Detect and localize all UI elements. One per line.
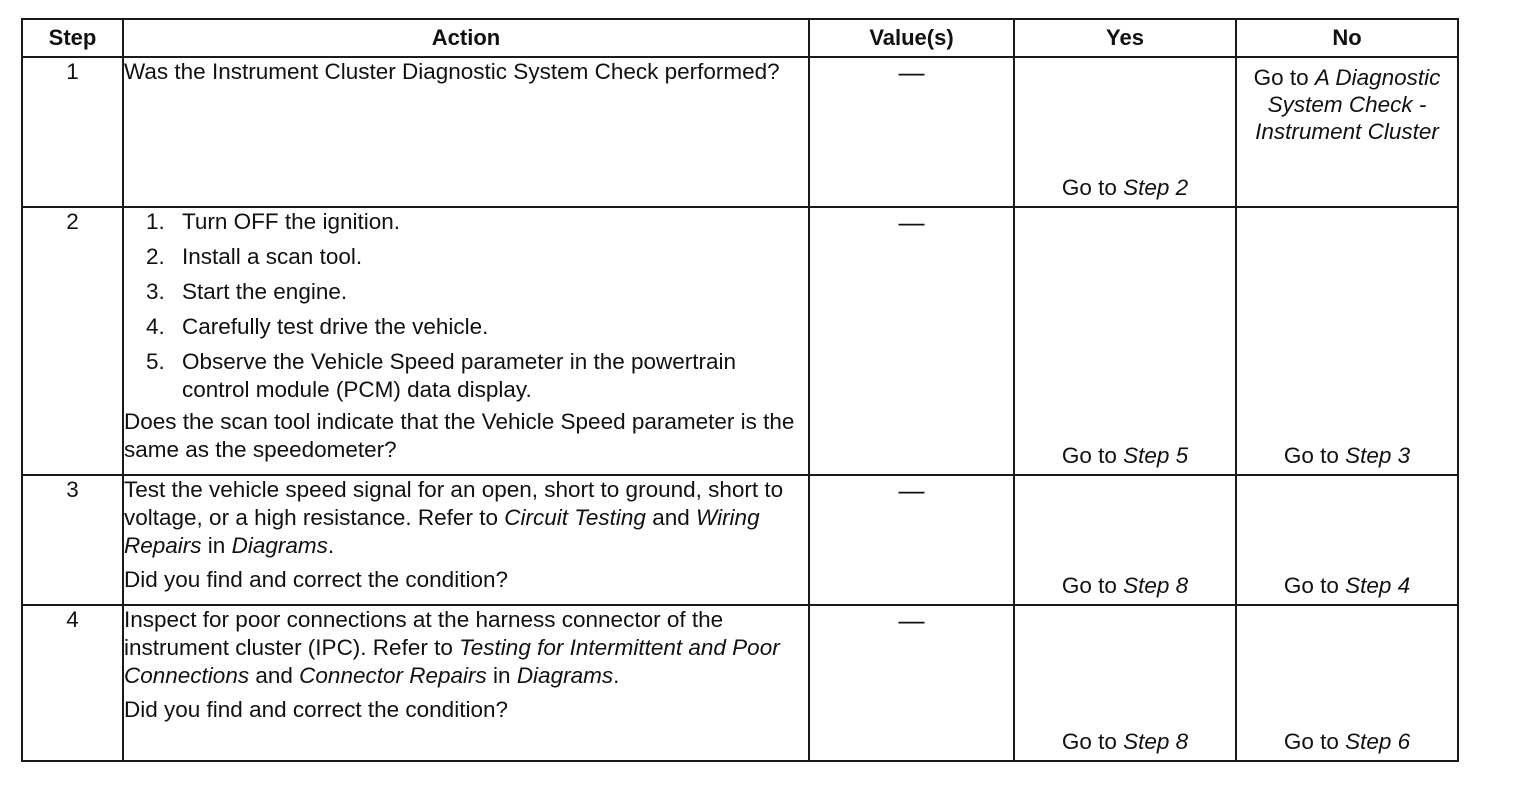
header-row — [22, 19, 1458, 57]
action-cell — [123, 475, 809, 605]
action-text — [124, 476, 808, 560]
go-to-label: Go to — [1283, 729, 1339, 754]
action-cell — [123, 207, 809, 475]
action-instruction: Inspect for poor connections at the harness connector of the instrument cluster (IPC). Refer to — [124, 607, 724, 660]
step-number: 3 — [22, 475, 123, 605]
no-cell — [1236, 605, 1458, 761]
value-cell: — — [809, 57, 1014, 207]
period: . — [613, 663, 620, 688]
list-number: 4. — [146, 314, 165, 339]
go-to-label: Go to — [1061, 175, 1117, 200]
procedure-ref: A Diagnostic System Check - Instrument Cluster — [1255, 65, 1441, 144]
value-cell: — — [809, 475, 1014, 605]
table-row — [22, 207, 1458, 475]
table-row — [22, 57, 1458, 207]
go-to-label: Go to — [1061, 573, 1117, 598]
header-values: Value(s) — [809, 19, 1014, 57]
no-link[interactable] — [1237, 442, 1457, 470]
list-number: 3. — [146, 279, 165, 304]
reference-link[interactable]: Diagrams — [231, 533, 328, 558]
list-text: Turn OFF the ignition. — [182, 209, 401, 234]
value-cell: — — [809, 605, 1014, 761]
preposition: in — [493, 663, 511, 688]
no-link[interactable] — [1237, 728, 1457, 756]
step-ref: Step 3 — [1345, 443, 1411, 468]
list-item — [146, 313, 808, 341]
list-text: Carefully test drive the vehicle. — [182, 314, 489, 339]
header-action: Action — [123, 19, 809, 57]
yes-cell — [1014, 475, 1236, 605]
step-ref: Step 8 — [1123, 729, 1189, 754]
conjunction: and — [255, 663, 293, 688]
list-text: Start the engine. — [182, 279, 348, 304]
list-text: Install a scan tool. — [182, 244, 363, 269]
step-ref: Step 2 — [1123, 175, 1189, 200]
yes-cell — [1014, 57, 1236, 207]
list-number: 2. — [146, 244, 165, 269]
question-text: Does the scan tool indicate that the Vehicle Speed parameter is the same as the speedometer? — [124, 409, 795, 462]
table-row — [22, 475, 1458, 605]
list-item — [146, 208, 808, 236]
go-to-label: Go to — [1283, 443, 1339, 468]
go-to-label: Go to — [1253, 65, 1309, 90]
list-number: 5. — [146, 349, 165, 374]
reference-link[interactable]: Circuit Testing — [504, 505, 646, 530]
question-text: Did you find and correct the condition? — [124, 697, 508, 722]
procedure-list — [124, 208, 808, 404]
action-text: Was the Instrument Cluster Diagnostic System Check performed? — [124, 59, 780, 84]
no-link[interactable] — [1237, 572, 1457, 600]
yes-link[interactable] — [1015, 174, 1235, 202]
go-to-label: Go to — [1061, 729, 1117, 754]
value-cell: — — [809, 207, 1014, 475]
reference-link[interactable]: Testing for Intermittent and Poor Connections — [124, 635, 780, 688]
no-cell — [1236, 57, 1458, 207]
list-item — [146, 278, 808, 306]
action-cell — [123, 605, 809, 761]
go-to-label: Go to — [1061, 443, 1117, 468]
list-number: 1. — [146, 209, 165, 234]
yes-link[interactable] — [1015, 442, 1235, 470]
list-item — [146, 348, 808, 404]
step-ref: Step 5 — [1123, 443, 1189, 468]
preposition: in — [207, 533, 226, 558]
action-instruction: Test the vehicle speed signal for an open, short to ground, short to voltage, or a high resistance. Refer to — [124, 477, 784, 530]
diagnostic-table — [21, 18, 1459, 762]
no-link[interactable] — [1237, 64, 1457, 145]
reference-link[interactable]: Diagrams — [516, 663, 614, 688]
table-row — [22, 605, 1458, 761]
yes-cell — [1014, 207, 1236, 475]
action-text — [124, 606, 808, 690]
question-text: Did you find and correct the condition? — [124, 567, 508, 592]
header-step: Step — [22, 19, 123, 57]
period: . — [327, 533, 335, 558]
list-item — [146, 243, 808, 271]
yes-link[interactable] — [1015, 728, 1235, 756]
no-cell — [1236, 475, 1458, 605]
yes-link[interactable] — [1015, 572, 1235, 600]
go-to-label: Go to — [1283, 573, 1339, 598]
step-ref: Step 6 — [1345, 729, 1411, 754]
conjunction: and — [652, 505, 690, 530]
step-number: 2 — [22, 207, 123, 475]
header-yes: Yes — [1014, 19, 1236, 57]
header-no: No — [1236, 19, 1458, 57]
step-number: 1 — [22, 57, 123, 207]
yes-cell — [1014, 605, 1236, 761]
step-ref: Step 8 — [1123, 573, 1189, 598]
no-cell — [1236, 207, 1458, 475]
action-cell — [123, 57, 809, 207]
reference-link[interactable]: Wiring Repairs — [124, 505, 760, 558]
step-number: 4 — [22, 605, 123, 761]
list-text: Observe the Vehicle Speed parameter in the powertrain control module (PCM) data display. — [182, 349, 737, 402]
step-ref: Step 4 — [1345, 573, 1411, 598]
reference-link[interactable]: Connector Repairs — [299, 663, 487, 688]
